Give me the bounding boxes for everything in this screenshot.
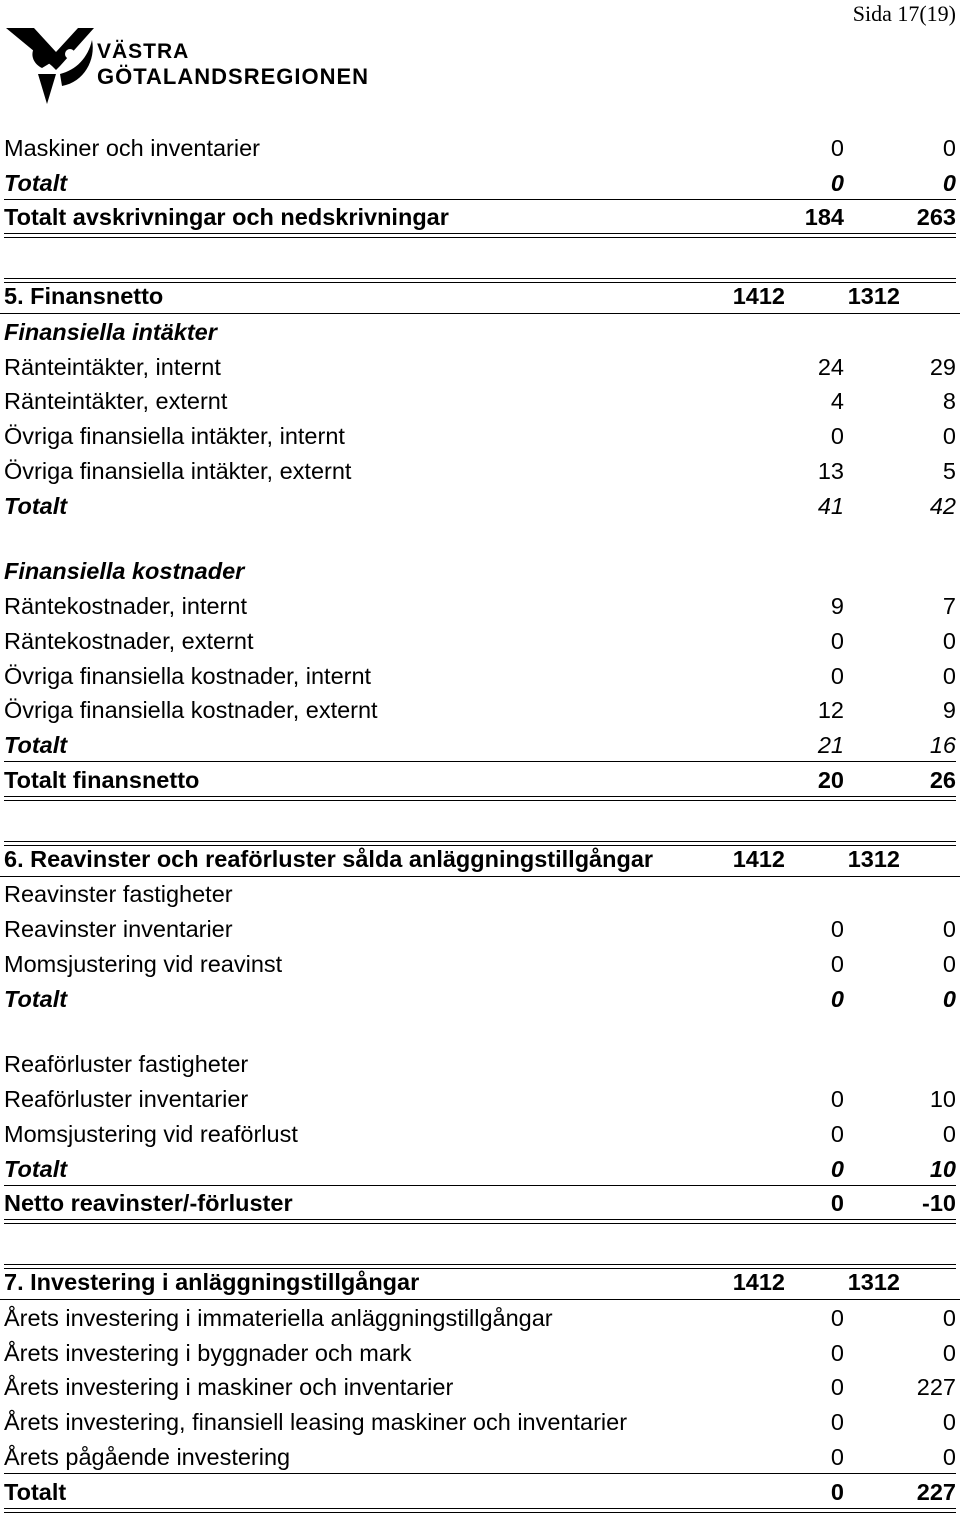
vgr-logo-mark <box>4 24 96 108</box>
value-1312: 0 <box>942 1304 956 1331</box>
row-label: Reavinster inventarier <box>4 916 233 942</box>
value-1412: 12 <box>817 697 844 724</box>
table-row <box>0 349 960 384</box>
subsection-title <box>0 877 960 912</box>
value-1312: 227 <box>916 1374 956 1401</box>
value-1312: 7 <box>942 593 956 619</box>
table-row <box>0 946 960 981</box>
value-1312: 0 <box>942 950 956 977</box>
table-row <box>0 1335 960 1370</box>
row-label: Totalt <box>4 492 68 519</box>
row-label: Ränteintäkter, internt <box>4 353 221 380</box>
value-1412: 0 <box>830 1304 844 1331</box>
table-row <box>0 1116 960 1151</box>
value-1312: 0 <box>942 1339 956 1366</box>
value-1412: 0 <box>830 1190 844 1217</box>
section-title: 6. Reavinster och reaförluster sålda anläggningstillgångar <box>4 845 654 872</box>
row-label: Övriga finansiella kostnader, internt <box>4 662 372 689</box>
value-1312: 10 <box>929 1155 956 1182</box>
value-1412: 184 <box>804 204 844 231</box>
value-1412: 0 <box>830 1374 844 1401</box>
value-1412: 9 <box>830 593 844 619</box>
subsection-title <box>0 314 960 349</box>
page-number: Sida 17(19) <box>852 1 956 26</box>
total-row <box>0 981 960 1016</box>
column-header-1412: 1412 <box>732 845 785 872</box>
section-header-finansnetto <box>0 278 960 314</box>
value-1312: 0 <box>942 134 956 161</box>
value-1412: 0 <box>830 662 844 689</box>
value-1312: 263 <box>916 204 956 231</box>
row-label: Totalt <box>4 985 68 1012</box>
value-1412: 41 <box>817 492 844 519</box>
row-label: Årets investering, finansiell leasing maskiner och inventarier <box>4 1409 628 1435</box>
row-label: Reavinster fastigheter <box>4 881 233 908</box>
row-label: Totalt finansnetto <box>4 766 200 793</box>
table-row <box>0 1404 960 1439</box>
logo-text-line1: VÄSTRA <box>97 40 190 63</box>
value-1312: 26 <box>929 766 956 793</box>
total-row <box>0 488 960 523</box>
subsection-title <box>0 554 960 589</box>
value-1412: 21 <box>817 732 844 758</box>
total-row <box>0 1151 960 1186</box>
value-1312: 227 <box>916 1478 956 1505</box>
value-1412: 0 <box>830 1120 844 1147</box>
row-label: Årets investering i immateriella anläggningstillgångar <box>4 1304 553 1331</box>
value-1312: 42 <box>929 492 956 519</box>
logo-text-line2: GÖTALANDSREGIONEN <box>97 64 370 89</box>
table-row <box>0 1370 960 1405</box>
value-1412: 0 <box>830 423 844 449</box>
column-header-1312: 1312 <box>847 1269 900 1295</box>
row-label: Övriga finansiella intäkter, internt <box>4 423 345 449</box>
table-row <box>0 130 960 165</box>
section-title: 5. Finansnetto <box>4 283 164 309</box>
table-row <box>0 588 960 623</box>
table-row <box>0 911 960 946</box>
row-label: Momsjustering vid reaförlust <box>4 1120 298 1147</box>
grand-total-row <box>0 762 960 797</box>
value-1412: 0 <box>830 1443 844 1470</box>
value-1412: 0 <box>830 985 844 1012</box>
value-1312: -10 <box>922 1190 956 1217</box>
value-1412: 0 <box>830 1155 844 1182</box>
row-label: Totalt <box>4 732 68 758</box>
value-1312: 29 <box>929 353 956 380</box>
row-label: Totalt <box>4 1478 67 1505</box>
grand-total-row <box>0 1474 960 1509</box>
value-1412: 0 <box>830 627 844 654</box>
row-label: Årets investering i maskiner och inventarier <box>4 1374 454 1401</box>
column-header-1312: 1312 <box>847 283 900 309</box>
value-1312: 8 <box>942 388 956 415</box>
column-header-1412: 1412 <box>732 1269 785 1295</box>
value-1412: 0 <box>830 1339 844 1366</box>
row-label: Totalt <box>4 169 68 196</box>
value-1312: 0 <box>942 1409 956 1435</box>
row-label: Totalt <box>4 1155 68 1182</box>
value-1312: 16 <box>929 732 956 758</box>
row-label: Maskiner och inventarier <box>4 134 260 161</box>
column-header-1312: 1312 <box>847 845 900 872</box>
value-1312: 0 <box>942 423 956 449</box>
value-1312: 0 <box>942 916 956 942</box>
total-row <box>0 165 960 200</box>
row-label: Netto reavinster/-förluster <box>4 1190 293 1217</box>
value-1412: 13 <box>817 457 844 484</box>
table-row <box>0 693 960 728</box>
table-row <box>0 418 960 453</box>
table-row <box>0 1439 960 1474</box>
table-row <box>0 1300 960 1335</box>
table-row <box>0 1081 960 1116</box>
row-label: Finansiella kostnader <box>4 558 245 585</box>
row-label: Totalt avskrivningar och nedskrivningar <box>4 204 449 231</box>
row-label: Övriga finansiella kostnader, externt <box>4 697 378 724</box>
table-row <box>0 453 960 488</box>
section-header-reavinster <box>0 841 960 877</box>
value-1312: 10 <box>929 1086 956 1112</box>
value-1312: 0 <box>942 985 956 1012</box>
value-1412: 0 <box>830 169 844 196</box>
value-1412: 4 <box>830 388 844 415</box>
row-label: Momsjustering vid reavinst <box>4 950 283 977</box>
value-1412: 0 <box>830 134 844 161</box>
row-label: Ränteintäkter, externt <box>4 388 228 415</box>
row-label: Årets pågående investering <box>4 1443 291 1470</box>
value-1312: 5 <box>942 457 956 484</box>
section-header-investering <box>0 1264 960 1300</box>
section-title: 7. Investering i anläggningstillgångar <box>4 1269 420 1295</box>
table-row <box>0 623 960 658</box>
value-1412: 24 <box>817 353 844 380</box>
value-1312: 0 <box>942 627 956 654</box>
value-1412: 0 <box>830 1478 844 1505</box>
table-row <box>0 658 960 693</box>
row-label: Årets investering i byggnader och mark <box>4 1339 412 1366</box>
value-1412: 0 <box>830 916 844 942</box>
total-row <box>0 727 960 762</box>
row-label: Finansiella intäkter <box>4 318 217 345</box>
table-row <box>0 384 960 419</box>
column-header-1412: 1412 <box>732 283 785 309</box>
value-1412: 0 <box>830 1409 844 1435</box>
vgr-logo <box>4 24 384 108</box>
row-label: Reaförluster fastigheter <box>4 1051 249 1078</box>
financial-notes <box>0 130 960 1509</box>
row-label: Övriga finansiella intäkter, externt <box>4 457 352 484</box>
subsection-title <box>0 1047 960 1082</box>
value-1312: 0 <box>942 1120 956 1147</box>
value-1412: 20 <box>817 766 844 793</box>
value-1312: 0 <box>942 169 956 196</box>
grand-total-row <box>0 200 960 235</box>
row-label: Räntekostnader, externt <box>4 627 254 654</box>
grand-total-row <box>0 1186 960 1221</box>
value-1312: 9 <box>942 697 956 724</box>
value-1412: 0 <box>830 1086 844 1112</box>
row-label: Reaförluster inventarier <box>4 1086 249 1112</box>
value-1312: 0 <box>942 1443 956 1470</box>
value-1312: 0 <box>942 662 956 689</box>
value-1412: 0 <box>830 950 844 977</box>
row-label: Räntekostnader, internt <box>4 593 247 619</box>
